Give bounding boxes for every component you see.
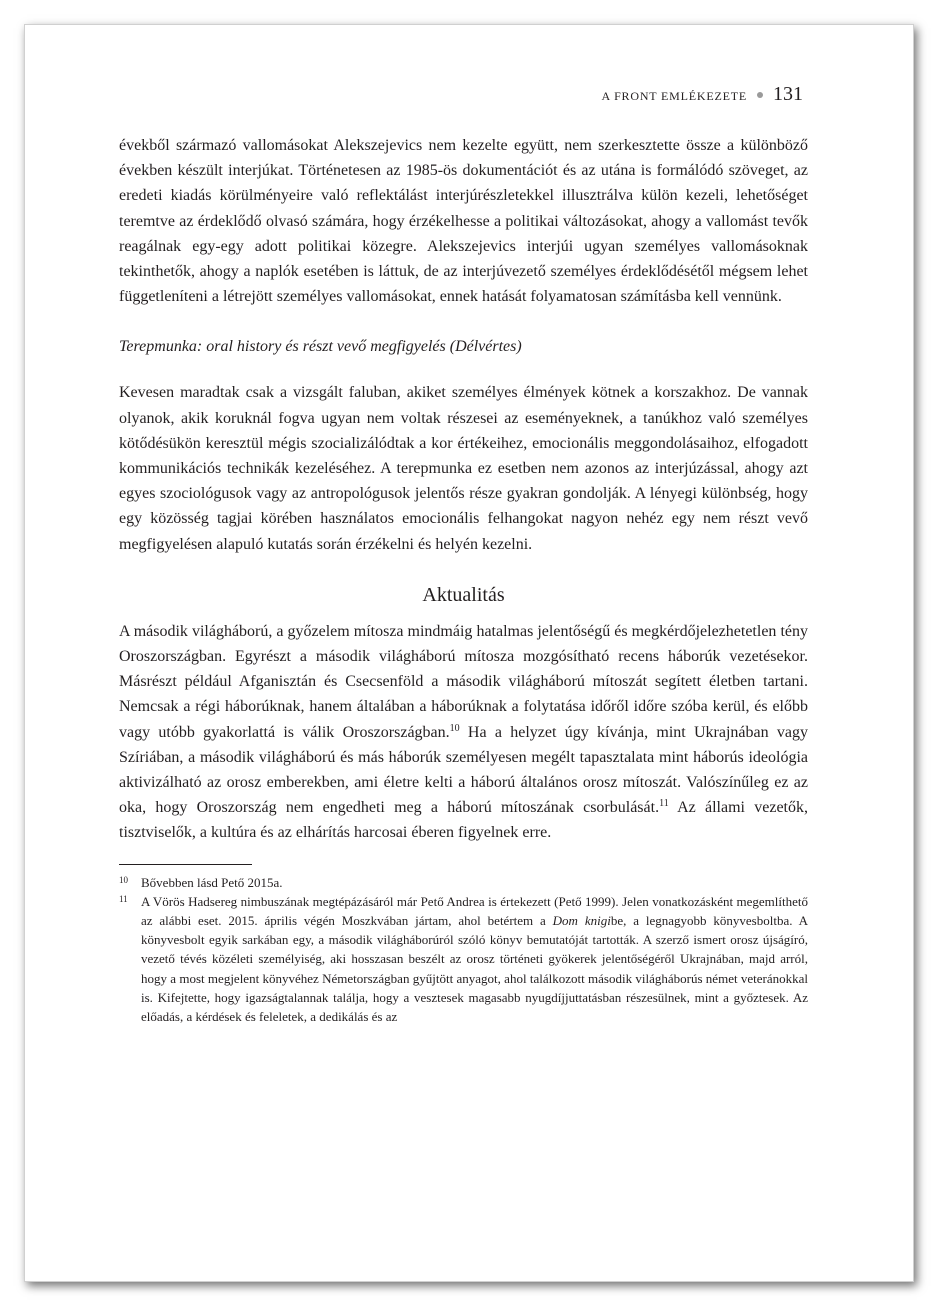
footnote-italic-title: Dom knigi <box>552 913 611 929</box>
footnote-text <box>141 892 808 1026</box>
body-paragraph-1: évekből származó vallomásokat Alekszejevics nem kezelte együtt, nem szerkesztette össze a különböző években készült interjúkat. Történetesen az 1985-ös dokumentációt és az utána is formálódó szöveget, az eredeti kiadás körülményeire való reflektálást interjúrészletekkel illusztrálva külön kezeli, lehetőséget teremtve az érdeklődő olvasó számára, hogy érzékelhesse a politikai változásokat, ahogy a vallomást tevők reagálnak egy-egy adott politikai közegre. Alekszejevics interjúi ugyan személyes vallomásoknak tekinthetők, ahogy a naplók esetében is láttuk, de az interjúvezető személyes érdeklődésétől mégsem lehet függetleníteni a létrejött személyes vallomásokat, ennek hatását folyamatosan számításba kell vennünk. <box>119 137 808 306</box>
footnote-number: 11 <box>119 893 128 904</box>
paragraph-text: A második világháború, a győzelem mítosza mindmáig hatalmas jelentőségű és megkérdőjelezhetetlen tény Oroszországban. Egyrészt a második világháború mítosza mozgósítható recens háborúk vezetésekor. Másrészt például Afganisztán és Csecsenföld a második világháború mítoszát segített életben tartani. Nemcsak a régi háborúknak, hanem általában a háborúknak a folytatása időről időre szóba kerül, és előbb vagy utóbb gyakorlattá is válik Oroszországban. <box>119 622 808 741</box>
running-head <box>601 83 803 106</box>
footnote-number: 10 <box>119 874 128 885</box>
footnote-text-part: be, a legnagyobb könyvesboltba. A könyvesbolt egyik sarkában egy, a második világháborúról szóló könyv bemutatóját tartották. A szerző ismert orosz újságíró, vezető tévés közéleti személyiség, aki hosszasan beszélt az orosz történeti gyökerek jelentőségéről Ukrajnában, majd arról, hogy a most megjelent könyvéhez Németországban gyűjtött anyagot, ahol találkozott második világháborús német veteránokkal is. Kifejtette, hogy igazságtalannak találja, hogy a vesztesek magasabb nyugdíjjuttatásban részesülnek, mint a győztesek. Az előadás, a kérdések és feleletek, a dedikálás és az <box>141 913 809 1025</box>
page-content <box>119 133 808 1026</box>
book-page <box>24 24 914 1282</box>
subheading: Terepmunka: oral history és részt vevő megfigyelés (Délvértes) <box>119 338 522 356</box>
footnote-text: Bővebben lásd Pető 2015a. <box>141 874 283 890</box>
footnote-ref-10[interactable]: 10 <box>449 722 460 734</box>
footnote-divider <box>119 864 252 865</box>
body-paragraph-3 <box>119 619 808 846</box>
footnote-11 <box>119 892 808 1026</box>
separator-dot-icon <box>757 92 763 98</box>
paragraph-text: Ha a helyzet úgy kívánja, mint Ukrajnában vagy Szíriában, a második világháború és más háborúk személyesen megélt tapasztalata mint háborús ideológia aktivizálható az orosz emberekben, ami életre kelti a háború általános orosz mítoszát. Valószínűleg ez az oka, hogy Oroszország nem engedheti meg a háború mítoszának csorbulását. <box>119 723 809 817</box>
footnote-text-part: A Vörös Hadsereg nimbuszának megtépázásáról már Pető Andrea is értekezett (Pető 1999). Jelen vonatkozásként megemlíthető az alábbi eset. 2015. április végén Moszkvában jártam, ahol betértem a <box>141 893 808 929</box>
body-paragraph-2: Kevesen maradtak csak a vizsgált faluban, akiket személyes élmények kötnek a korszakhoz. De vannak olyanok, akik koruknál fogva ugyan nem voltak részesei az eseményeknek, a tanúkhoz való személyes kötődésükön keresztül mégis szocializálódtak a kor értékeihez, emocionális meggondolásaihoz, elfogadott kommunikációs technikák kezeléséhez. A terepmunka ez esetben nem azonos az interjúzással, ahogy azt egyes szociológusok vagy az antropológusok jelentős része gyakran gondolják. A lényegi különbség, hogy egy közösség tagjai körében használatos emocionális felhangokat nagyon nehéz egy nem részt vevő megfigyelésen alapuló kutatás során érzékelni és helyén kezelni. <box>119 384 808 553</box>
page-number: 131 <box>773 83 803 105</box>
running-title: A FRONT EMLÉKEZETE <box>601 89 747 103</box>
footnote-10 <box>119 873 808 892</box>
paragraph-text: Az állami vezetők, tisztviselők, a kultúra és az elhárítás harcosai éberen figyelnek erre. <box>119 799 809 842</box>
footnote-ref-11[interactable]: 11 <box>659 798 669 810</box>
section-title: Aktualitás <box>422 583 505 606</box>
